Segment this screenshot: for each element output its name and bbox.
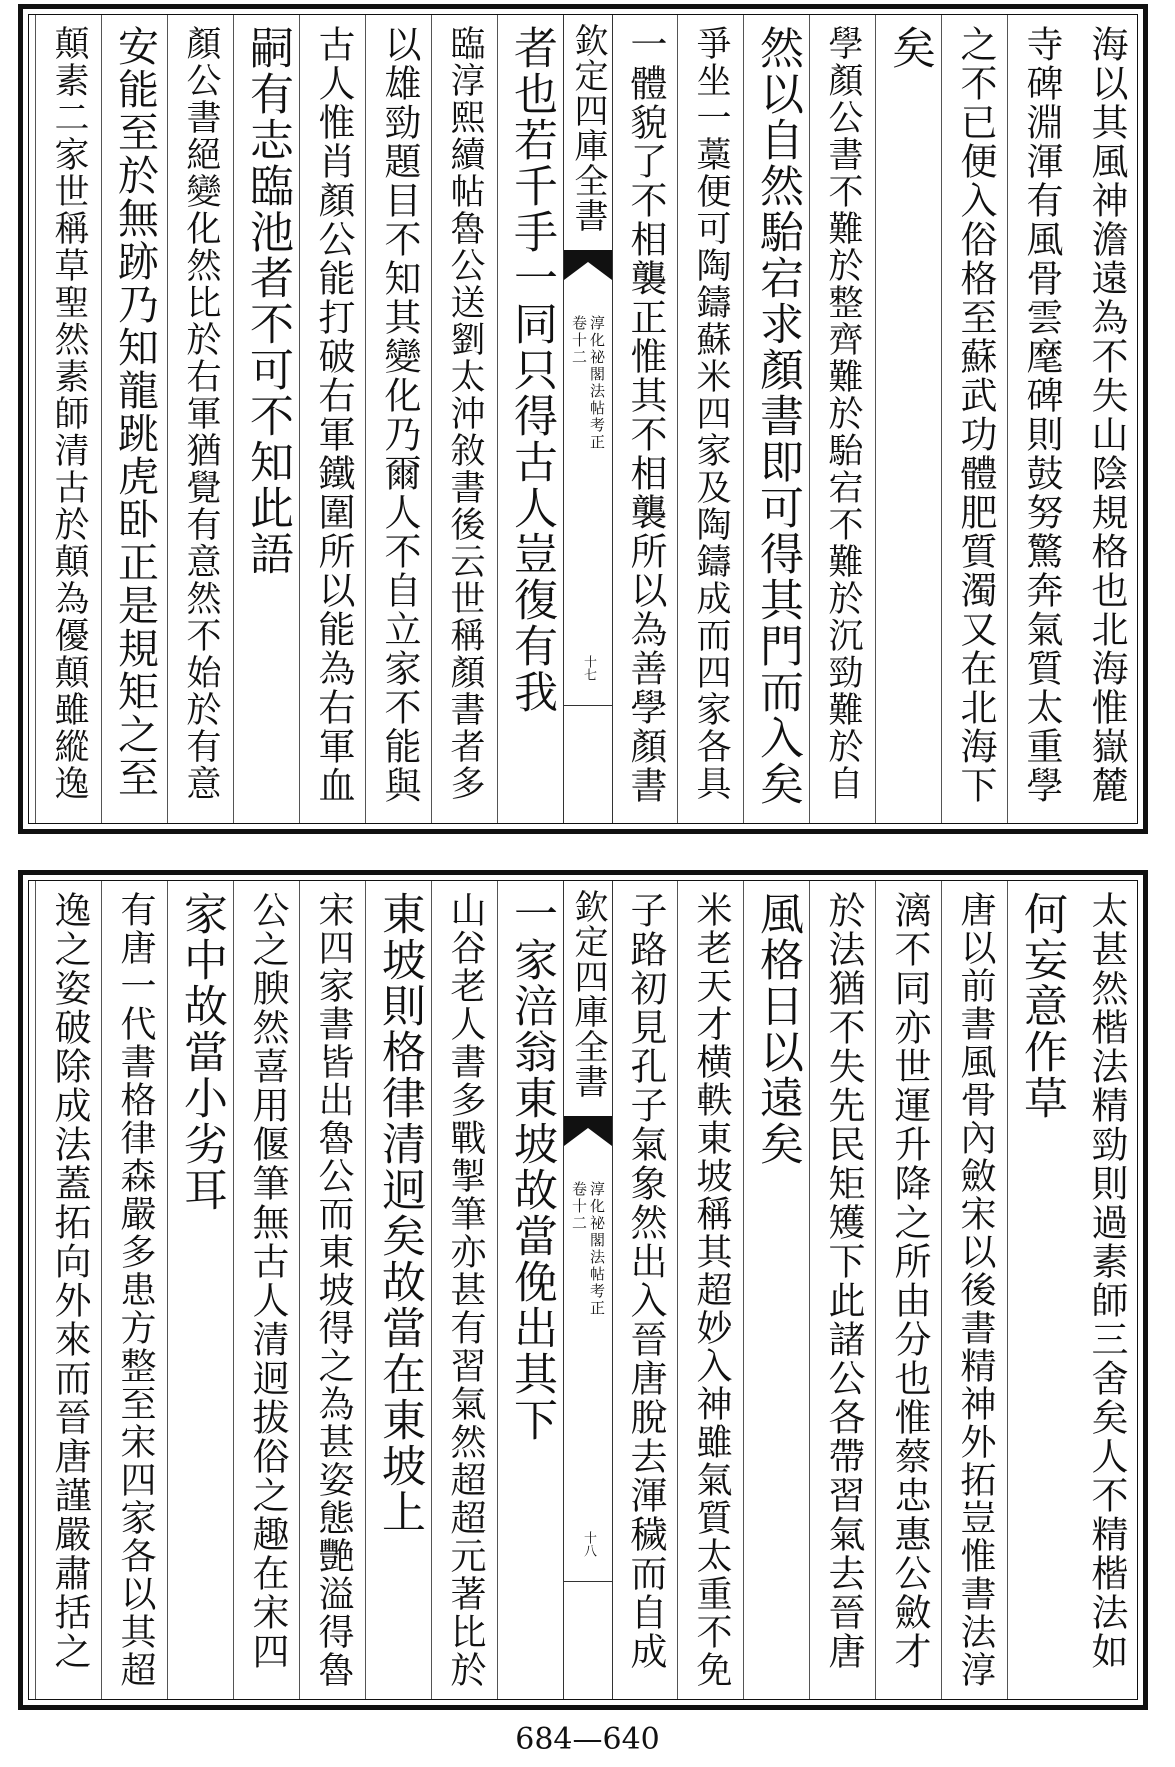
column-text: 者也若千手一同只得古人豈復有我 — [506, 25, 557, 715]
text-column — [1007, 881, 1074, 1699]
column-text: 海以其風神澹遠為不失山陰規格也北海惟嶽麓 — [1085, 25, 1128, 805]
column-text: 唐以前書風骨內斂宋以後書精神外拓豈惟書法淳 — [955, 891, 996, 1689]
text-column — [233, 15, 300, 823]
text-column — [101, 15, 168, 823]
folio-number: 十七 — [581, 655, 596, 681]
text-column — [743, 881, 810, 1699]
page-upper — [18, 4, 1148, 834]
text-column — [35, 881, 102, 1699]
fold-rule — [564, 1581, 612, 1582]
text-column — [497, 881, 564, 1699]
column-text: 安能至於無跡乃知龍跳虎卧正是規矩之至 — [111, 25, 159, 799]
folio-number: 十八 — [581, 1531, 596, 1557]
column-text: 何妄意作草 — [1016, 891, 1067, 1121]
column-text: 太甚然楷法精勁則過素師三舍矣人不精楷法如 — [1085, 891, 1128, 1671]
column-text: 有唐一代書格律森嚴多患方整至宋四家各以其超 — [115, 891, 156, 1689]
text-column — [299, 15, 366, 823]
page-lower-frame — [28, 880, 1138, 1700]
column-text: 東坡則格律清迥矣故當在東坡上 — [374, 891, 425, 1535]
page-upper-frame — [28, 14, 1138, 824]
book-title: 欽定四庫全書 — [568, 889, 608, 1099]
work-title: 淳化祕閣法帖考正 — [588, 1181, 606, 1317]
text-column — [1073, 15, 1139, 823]
text-column — [365, 881, 432, 1699]
text-column — [611, 881, 678, 1699]
column-text: 爭坐一藁便可陶鑄蘇米四家及陶鑄成而四家各具 — [691, 25, 731, 802]
fish-tail-mark — [564, 250, 612, 280]
text-column — [365, 15, 432, 823]
work-title: 淳化祕閣法帖考正 — [588, 315, 606, 451]
text-column — [875, 881, 942, 1699]
text-column — [875, 15, 942, 823]
column-text: 臨淳熙續帖魯公送劉太沖敘書後云世稱顏書者多 — [445, 25, 485, 802]
center-fold — [563, 15, 613, 823]
column-text: 古人惟肖顏公能打破右軍鐵圍所以能為右軍血 — [312, 25, 355, 805]
text-column — [233, 881, 300, 1699]
column-text: 漓不同亦世運升降之所由分也惟蔡忠惠公斂才 — [888, 891, 931, 1671]
plate-number: 684—640 — [515, 1722, 660, 1757]
column-text: 之不已便入俗格至蘇武功體肥質濁又在北海下 — [954, 25, 997, 805]
text-column — [431, 15, 498, 823]
text-column — [677, 15, 744, 823]
text-column — [299, 881, 366, 1699]
column-text: 子路初見孔子氣象然出入晉唐脫去渾穢而自成 — [624, 891, 667, 1671]
book-title: 欽定四庫全書 — [568, 23, 608, 233]
text-column — [611, 15, 678, 823]
column-text: 一體貌了不相襲正惟其不相襲所以為善學顏書 — [624, 25, 667, 805]
column-text: 米老天才横軼東坡稱其超妙入神雖氣質太重不免 — [691, 891, 732, 1689]
text-column — [167, 15, 234, 823]
column-text: 寺碑淵渾有風骨雲麾碑則鼓努驚奔氣質太重學 — [1020, 25, 1063, 805]
column-text: 顏公書絕變化然比於右軍猶覺有意然不始於有意 — [181, 25, 221, 802]
column-text: 逸之姿破除成法蓋拓向外來而晉唐謹嚴肅括之 — [48, 891, 91, 1671]
text-column — [167, 881, 234, 1699]
text-column — [677, 881, 744, 1699]
column-text: 嗣有志臨池者不可不知此語 — [242, 25, 293, 577]
text-column — [809, 15, 876, 823]
fish-tail-mark — [564, 1116, 612, 1146]
column-text: 矣 — [884, 25, 935, 71]
column-text: 山谷老人書多戰掣筆亦甚有習氣然超超元著比於 — [445, 891, 486, 1689]
column-text: 學顏公書不難於整齊難於駘宕不難於沉勁難於自 — [823, 25, 863, 802]
text-column — [809, 881, 876, 1699]
column-text: 公之腴然喜用偃筆無古人清迥拔俗之趣在宋四 — [246, 891, 289, 1671]
column-text: 然以自然駘宕求顏書即可得其門而入矣 — [752, 25, 803, 807]
volume-label: 卷十二 — [570, 315, 588, 366]
text-column — [1007, 15, 1074, 823]
center-fold — [563, 881, 613, 1699]
text-column — [35, 15, 102, 823]
fold-rule — [564, 705, 612, 706]
text-column — [743, 15, 810, 823]
page-lower — [18, 870, 1148, 1710]
column-text: 於法猶不失先民矩矱下此諸公各帶習氣去晉唐 — [822, 891, 865, 1671]
column-text: 一家涪翁東坡故當俛出其下 — [506, 891, 557, 1443]
text-column — [1073, 881, 1139, 1699]
volume-label: 卷十二 — [570, 1181, 588, 1232]
text-column — [101, 881, 168, 1699]
column-text: 風格日以遠矣 — [752, 891, 803, 1167]
text-column — [941, 881, 1008, 1699]
text-column — [431, 881, 498, 1699]
column-text: 家中故當小劣耳 — [176, 891, 227, 1213]
column-text: 以雄勁題目不知其變化乃爾人不自立家不能與 — [378, 25, 421, 805]
column-text: 宋四家書皆出魯公而東坡得之為甚姿態艷溢得魯 — [313, 891, 354, 1689]
text-column — [941, 15, 1008, 823]
text-column — [497, 15, 564, 823]
column-text: 顛素二家世稱草聖然素師清古於顛為優顛雖縱逸 — [49, 25, 89, 802]
